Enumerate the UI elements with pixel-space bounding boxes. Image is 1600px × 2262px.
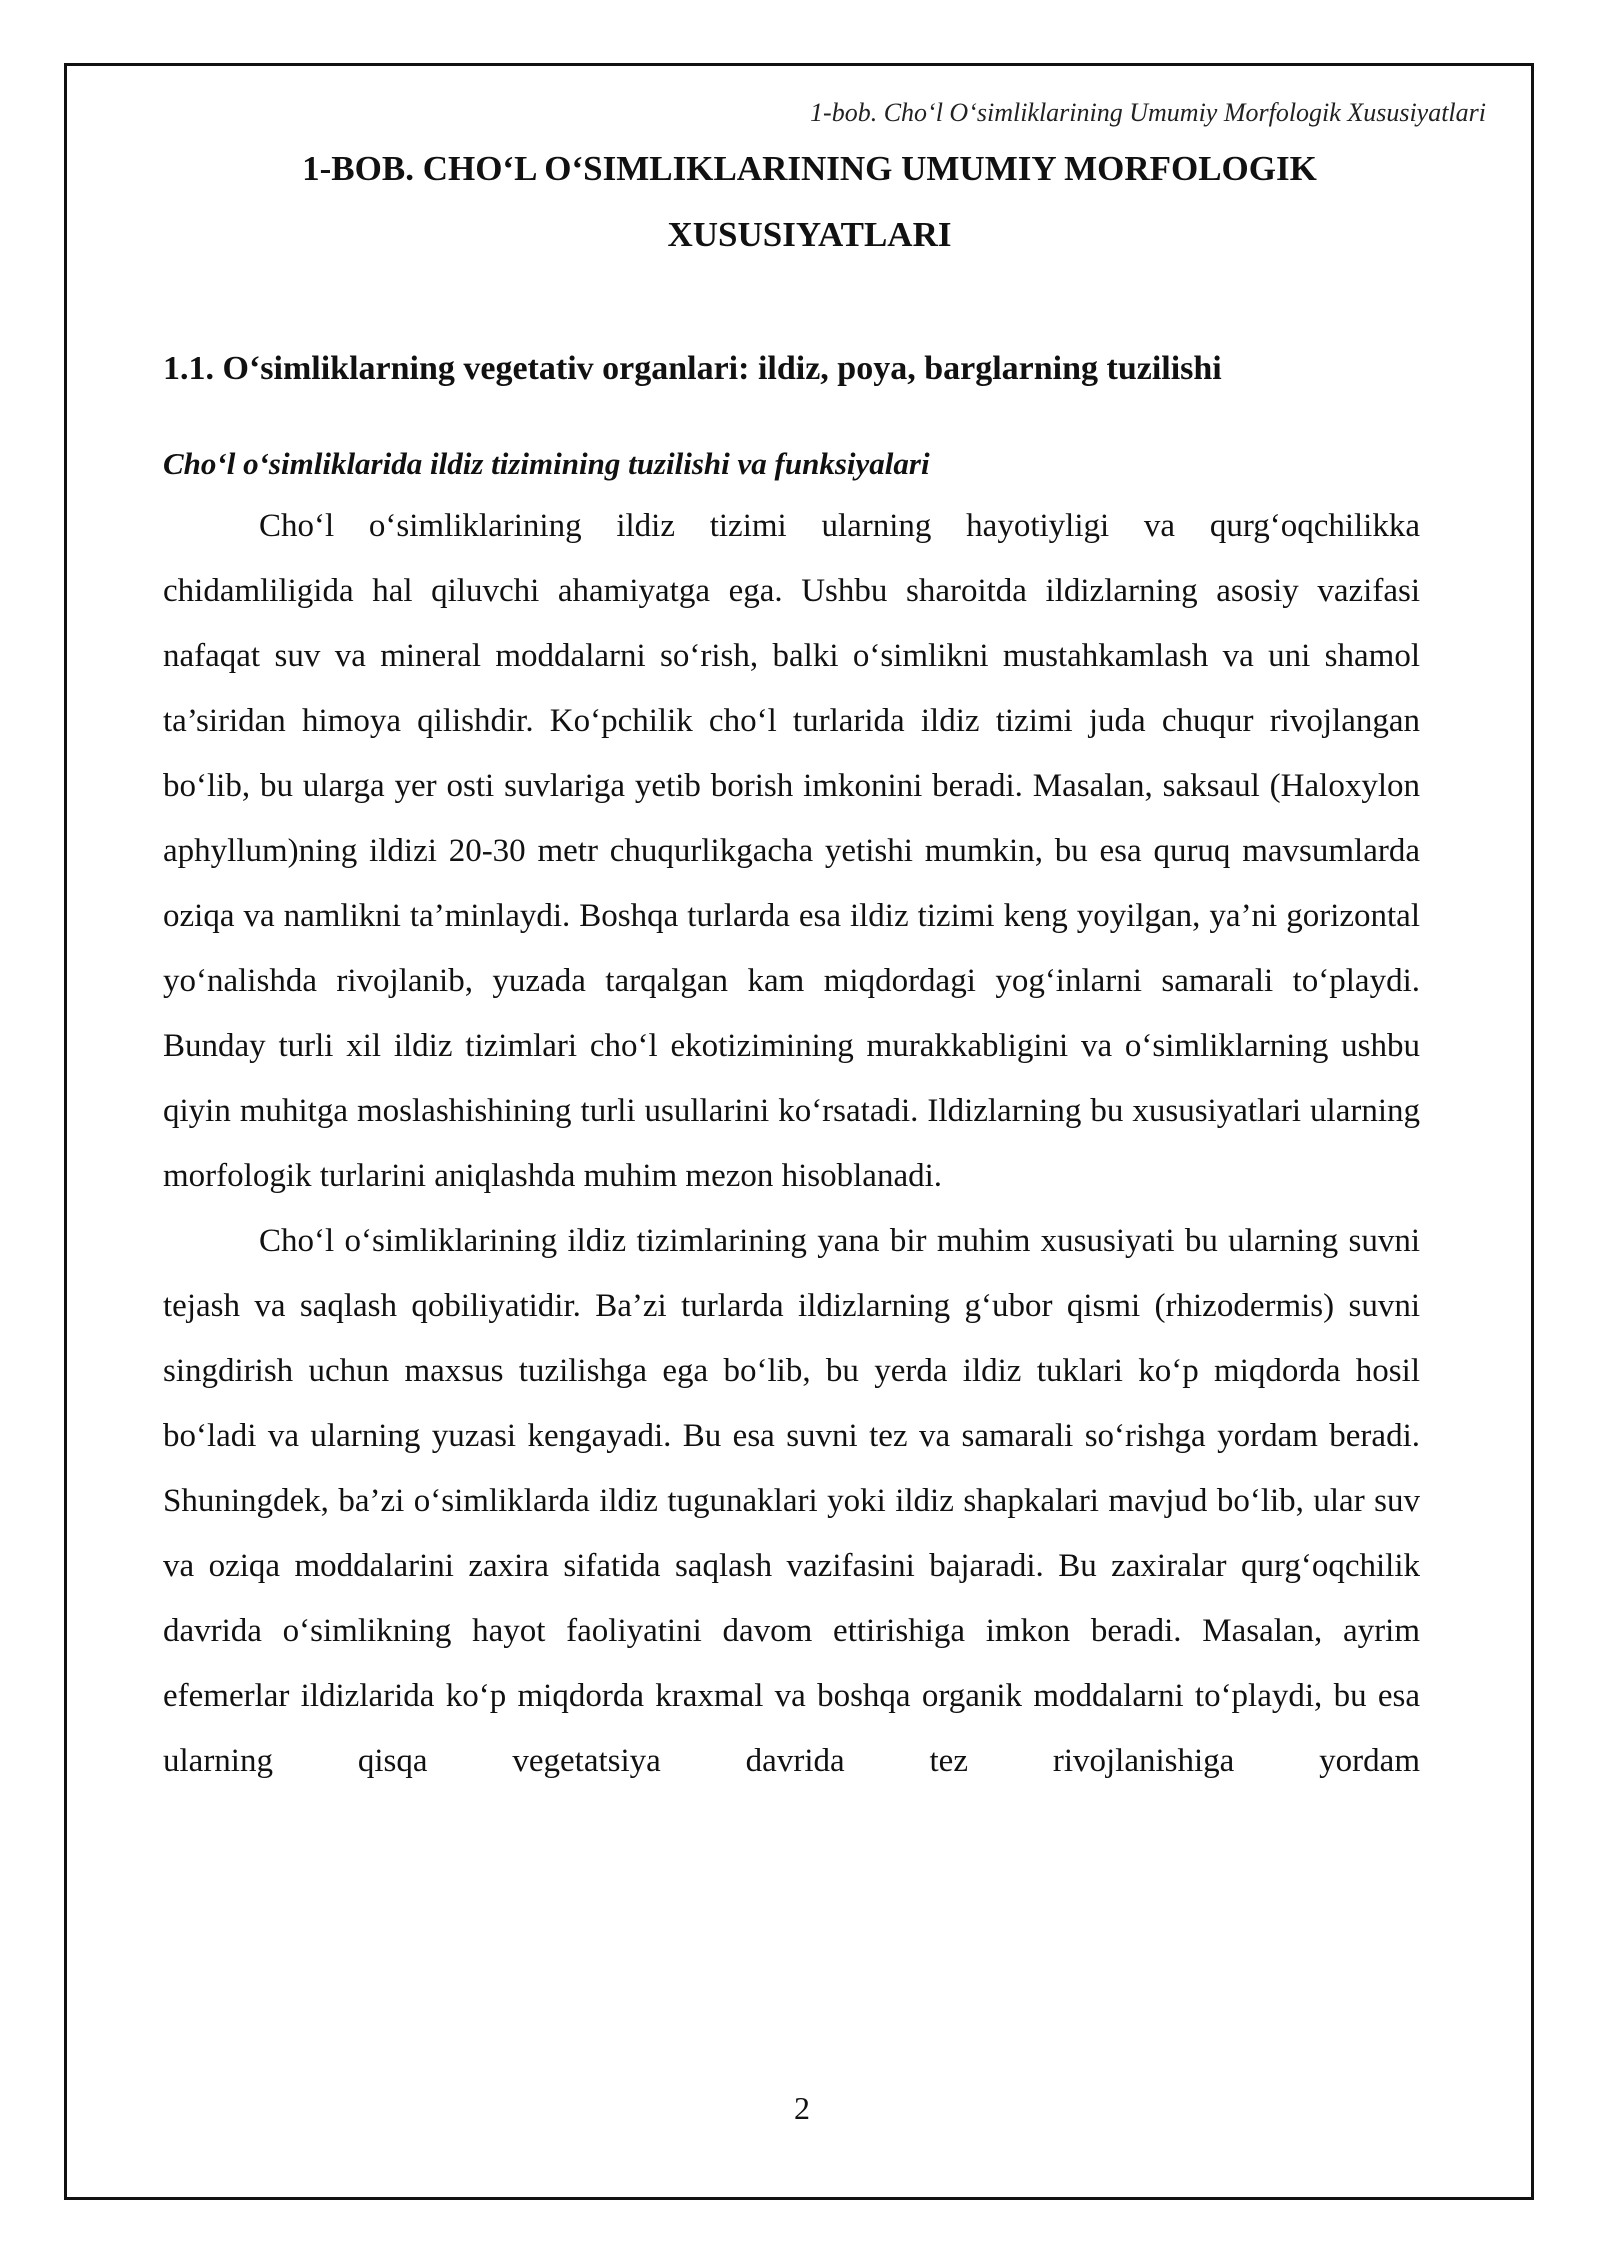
chapter-title-line1: 1-BOB. CHO‘L O‘SIMLIKLARINING UMUMIY MORFOLOGIK [302, 149, 1317, 188]
running-header: 1-bob. Cho‘l O‘simliklarining Umumiy Morfologik Xususiyatlari [810, 98, 1486, 127]
page-number: 2 [794, 2090, 810, 2126]
page-content [163, 136, 1420, 1779]
paragraph: Cho‘l o‘simliklarining ildiz tizimi ularning hayotiyligi va qurg‘oqchilikka chidamliligida hal qiluvchi ahamiyatga ega. Ushbu sharoitda ildizlarning asosiy vazifasi nafaqat suv va mineral moddalarni so‘rish, balki o‘simlikni mustahkamlash va uni shamol ta’siridan himoya qilishdir. Ko‘pchilik cho‘l turlarida ildiz tizimi juda chuqur rivojlangan bo‘lib, bu ularga yer osti suvlariga yetib borish imkonini beradi. Masalan, saksaul (Haloxylon aphyllum)ning ildizi 20-30 metr chuqurlikgacha yetishi mumkin, bu esa quruq mavsumlarda oziqa va namlikni ta’minlaydi. Boshqa turlarda esa ildiz tizimi keng yoyilgan, ya’ni gorizontal yo‘nalishda rivojlanib, yuzada tarqalgan kam miqdordagi yog‘inlarni samarali to‘playdi. Bunday turli xil ildiz tizimlari cho‘l ekotizimining murakkabligini va o‘simliklarning ushbu qiyin muhitga moslashishining turli usullarini ko‘rsatadi. Ildizlarning bu xususiyatlari ularning morfologik turlarini aniqlashda muhim mezon hisoblanadi. [163, 508, 1420, 1194]
paragraph: Cho‘l o‘simliklarining ildiz tizimlarining yana bir muhim xususiyati bu ularning suvni tejash va saqlash qobiliyatidir. Ba’zi turlarda ildizlarning g‘ubor qismi (rhizodermis) suvni singdirish uchun maxsus tuzilishga ega bo‘lib, bu yerda ildiz tuklari ko‘p miqdorda hosil bo‘ladi va ularning yuzasi kengayadi. Bu esa suvni tez va samarali so‘rishga yordam beradi. Shuningdek, ba’zi o‘simliklarda ildiz tugunaklari yoki ildiz shapkalari mavjud bo‘lib, ular suv va oziqa moddalarini zaxira sifatida saqlash vazifasini bajaradi. Bu zaxiralar qurg‘oqchilik davrida o‘simlikning hayot faoliyatini davom ettirishiga imkon beradi. Masalan, ayrim efemerlar ildizlarida ko‘p miqdorda kraxmal va boshqa organik moddalarni to‘playdi, bu esa ularning qisqa vegetatsiya davrida tez rivojlanishiga yordam [163, 1223, 1420, 1779]
chapter-title [163, 136, 1420, 268]
subsection-title: Cho‘l o‘simliklarida ildiz tizimining tuzilishi va funksiyalari [163, 446, 930, 481]
chapter-title-line2: XUSUSIYATLARI [667, 215, 952, 254]
body-text [163, 494, 1420, 1794]
section-title: 1.1. O‘simliklarning vegetativ organlari: ildiz, poya, barglarning tuzilishi [163, 350, 1222, 387]
